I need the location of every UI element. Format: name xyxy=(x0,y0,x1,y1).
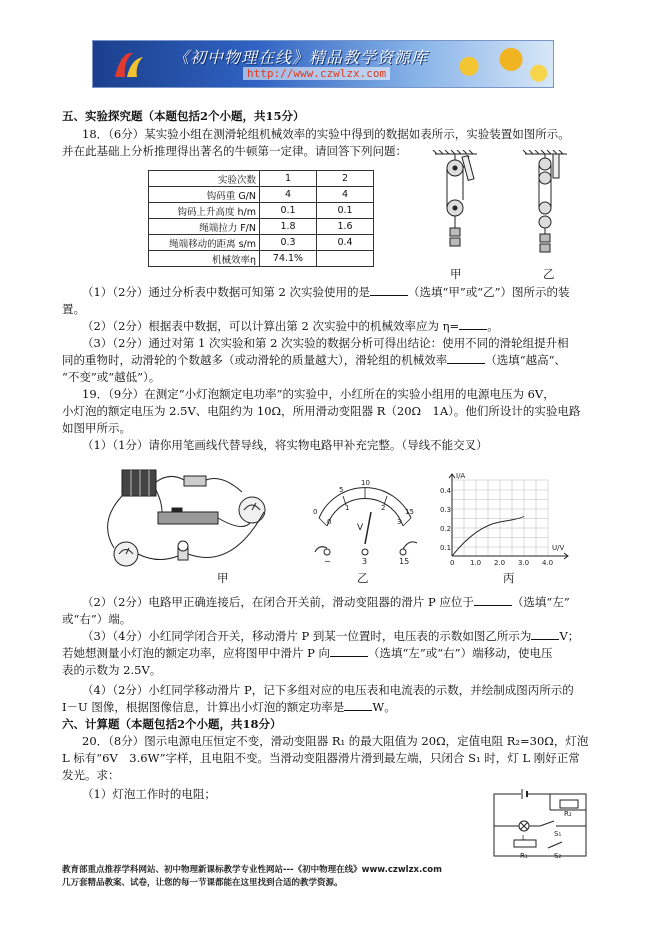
banner-title: 《初中物理在线》精品教学资源库 xyxy=(173,48,429,67)
table-cell: 绳端拉力 F/N xyxy=(149,219,260,235)
meter-tick-label: 10 xyxy=(361,479,370,487)
answer-blank[interactable] xyxy=(447,352,485,364)
circuit-jia-figure xyxy=(92,462,292,572)
q19-part4-text-c: W。 xyxy=(372,700,396,714)
graph-y-tick: 0.1 xyxy=(440,544,452,552)
graph-y-tick: 0.3 xyxy=(440,506,452,514)
fig-label-jia-2: 甲 xyxy=(217,571,229,585)
q20-line2: L 标有“6V 3.6W”字样，且电阻不变。当滑动变阻器滑片滑到最左端，只闭合 S₁ 时，灯 L 刚好正常 xyxy=(62,751,580,765)
q19-part4-line1: （4）（2分）小红同学移动滑片 P，记下多组对应的电压表和电流表的示数，并绘制成图丙所示的 xyxy=(82,683,574,697)
answer-blank[interactable] xyxy=(330,645,368,657)
table-cell: 4 xyxy=(317,187,374,203)
q19-part3-line2 xyxy=(62,645,587,661)
answer-blank[interactable] xyxy=(370,284,408,296)
table-row xyxy=(149,251,374,267)
q19-part3-text-d: （选填“左”或“右”）端移动，使电压 xyxy=(368,646,553,660)
table-cell xyxy=(317,251,374,267)
q19-part3-text-b: V； xyxy=(559,629,580,643)
q18-part1-cont: 置。 xyxy=(62,302,85,316)
table-cell: 0.3 xyxy=(260,235,317,251)
footer-line2: 几万套精品教案、试卷，让您的每一节课都能在这里找到合适的教学资源。 xyxy=(62,878,343,888)
q18-part1-text-b: （选填“甲”或“乙”）图所示的装 xyxy=(408,285,570,299)
q19-part2-text-b: （选填“左” xyxy=(511,595,570,609)
q18-data-table xyxy=(148,170,374,267)
graph-x-tick: 3.0 xyxy=(518,559,530,567)
q18-part2-text-a: （2）（2分）根据表中数据，可以计算出第 2 次实验中的机械效率应为 η= xyxy=(82,319,460,333)
q18-part3-text-b: 同的重物时，动滑轮的个数越多（或动滑轮的质量越大），滑轮组的机械效率 xyxy=(62,353,448,367)
answer-blank[interactable] xyxy=(344,699,372,711)
table-cell: 74.1% xyxy=(260,251,317,267)
graph-x-axis-label: U/V xyxy=(552,544,565,552)
q19-part3-text-c: 若她想测量小灯泡的额定功率，应将图甲中滑片 P 向 xyxy=(62,646,331,660)
table-cell: 0.4 xyxy=(317,235,374,251)
table-cell: 0.1 xyxy=(260,203,317,219)
q19-part3-line1 xyxy=(82,628,607,644)
q18-part1-text-a: （1）（2分）通过分析表中数据可知第 2 次实验使用的是 xyxy=(82,285,371,299)
fig-label-jia: 甲 xyxy=(450,267,462,281)
q19-line2: 小灯泡的额定电压为 2.5V、电阻约为 10Ω，所用滑动变阻器 R（20Ω 1A）。他们所设计的实验电路 xyxy=(62,404,581,418)
header-banner xyxy=(92,40,554,88)
q18-part1 xyxy=(82,284,607,300)
q18-line1: 18．（6分）某实验小组在测滑轮组机械效率的实验中得到的数据如表所示，实验装置如图所示。 xyxy=(82,127,570,141)
circuit-label-r1: R₁ xyxy=(520,852,528,860)
graph-x-tick: 0 xyxy=(450,559,455,567)
q18-part2-text-b: 。 xyxy=(487,319,499,333)
q19-part2 xyxy=(82,594,607,610)
table-cell: 实验次数 xyxy=(149,171,260,187)
meter-small-tick-label: 1 xyxy=(345,504,350,512)
graph-y-tick: 0.2 xyxy=(440,525,452,533)
answer-blank[interactable] xyxy=(474,594,512,606)
table-row xyxy=(149,187,374,203)
table-row xyxy=(149,235,374,251)
meter-small-tick-label: 2 xyxy=(381,504,386,512)
q19-part2-cont: 或“右”）端。 xyxy=(62,612,132,626)
q19-line1: 19．（9分）在测定“小灯泡额定电功率”的实验中，小红所在的实验小组用的电源电压为 6V， xyxy=(82,387,555,401)
graph-x-tick: 4.0 xyxy=(542,559,554,567)
graph-y-axis-label: I/A xyxy=(456,472,466,480)
q19-part3-line3: 表的示数为 2.5V。 xyxy=(62,663,162,677)
page-footer xyxy=(62,864,582,890)
meter-small-tick-label: 0 xyxy=(327,518,332,526)
banner-url[interactable]: http://www.czwlzx.com xyxy=(243,67,390,80)
q19-part2-text-a: （2）（2分）电路甲正确连接后，在闭合开关前，滑动变阻器的滑片 P 应位于 xyxy=(82,595,474,609)
circuit-label-r2: R₂ xyxy=(564,810,572,818)
fig-label-yi-2: 乙 xyxy=(357,571,369,585)
q20-line1: 20．（8分）图示电源电压恒定不变，滑动变阻器 R₁ 的最大阻值为 20Ω，定值电阻 R₂=30Ω，灯泡 xyxy=(82,734,589,748)
graph-y-tick: 0.4 xyxy=(440,487,452,495)
meter-tick-label: 15 xyxy=(405,508,414,516)
meter-tick-label: 0 xyxy=(313,508,318,516)
table-cell: 0.1 xyxy=(317,203,374,219)
circuit-label-s2: S₂ xyxy=(554,852,562,860)
circuit-label-l: L xyxy=(522,834,526,842)
answer-blank[interactable] xyxy=(531,628,559,640)
table-cell: 绳端移动的距离 s/m xyxy=(149,235,260,251)
q18-part3-line1: （3）（2分）通过对第 1 次实验和第 2 次实验的数据分析可得出结论：使用不同的滑轮组提升相 xyxy=(82,336,569,350)
table-cell: 1.8 xyxy=(260,219,317,235)
iu-graph-figure xyxy=(440,470,590,570)
section6-heading: 六、计算题（本题包括2个小题，共18分） xyxy=(62,717,282,731)
meter-tick-label: 5 xyxy=(339,486,344,494)
table-cell: 1 xyxy=(260,171,317,187)
q19-part1: （1）（1分）请你用笔画线代替导线，将实物电路甲补充完整。（导线不能交叉） xyxy=(82,438,488,452)
voltmeter-yi-figure xyxy=(305,478,425,566)
table-cell: 钩码上升高度 h/m xyxy=(149,203,260,219)
section5-heading: 五、实验探究题（本题包括2个小题，共15分） xyxy=(62,109,305,123)
table-cell: 2 xyxy=(317,171,374,187)
q20-circuit-figure xyxy=(490,788,590,860)
table-row xyxy=(149,171,374,187)
table-cell: 1.6 xyxy=(317,219,374,235)
meter-small-tick-label: 3 xyxy=(397,518,402,526)
meter-terminal-label: − xyxy=(324,557,331,566)
meter-terminal-label: 3 xyxy=(362,557,368,566)
meter-unit: V xyxy=(357,523,364,533)
footer-line1: 教育部重点推荐学科网站、初中物理新课标教学专业性网站---《初中物理在线》www.czwlzx.com xyxy=(62,865,442,875)
q19-part4-text-b: I－U 图像，根据图像信息，计算出小灯泡的额定功率是 xyxy=(62,700,345,714)
table-cell: 钩码重 G/N xyxy=(149,187,260,203)
sunflower-decoration xyxy=(433,41,553,87)
q19-part4-line2 xyxy=(62,699,587,715)
table-cell: 4 xyxy=(260,187,317,203)
table-row xyxy=(149,203,374,219)
meter-terminal-label: 15 xyxy=(399,557,410,566)
q19-line3: 如图甲所示。 xyxy=(62,421,131,435)
fig-label-yi: 乙 xyxy=(543,267,555,281)
fig-label-bing: 丙 xyxy=(503,571,515,585)
q19-part3-text-a: （3）（4分）小红同学闭合开关，移动滑片 P 到某一位置时，电压表的示数如图乙所示为 xyxy=(82,629,532,643)
table-row xyxy=(149,219,374,235)
answer-blank[interactable] xyxy=(459,318,487,330)
q20-part1: （1）灯泡工作时的电阻； xyxy=(82,787,216,801)
q18-part3-line2 xyxy=(62,352,587,368)
pulley-figures xyxy=(425,150,575,262)
q18-line2: 并在此基础上分析推理得出著名的牛顿第一定律。请回答下列问题： xyxy=(62,144,407,158)
q18-part2 xyxy=(82,318,607,334)
q18-part3-line3: “不变”或“越低”）。 xyxy=(62,370,161,384)
site-logo-icon xyxy=(111,47,147,81)
graph-x-tick: 2.0 xyxy=(494,559,506,567)
q20-line3: 发光。求： xyxy=(62,768,120,782)
circuit-label-s1: S₁ xyxy=(554,830,562,838)
q18-part3-text-c: （选填“越高”、 xyxy=(485,353,567,367)
graph-x-tick: 1.0 xyxy=(470,559,482,567)
table-cell: 机械效率η xyxy=(149,251,260,267)
